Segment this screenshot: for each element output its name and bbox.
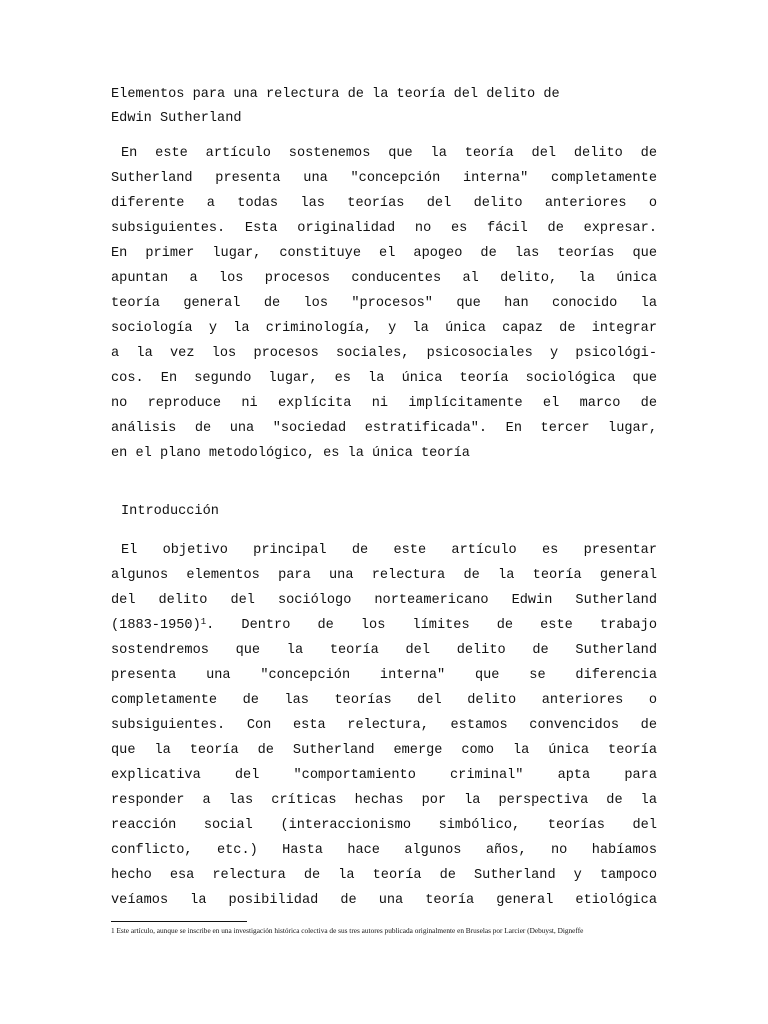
intro-line: algunos elementos para una relectura de la teoría general xyxy=(111,568,657,583)
intro-line: El objetivo principal de este artículo es presentar xyxy=(121,543,657,558)
intro-line: completamente de las teorías del delito anteriores o xyxy=(111,693,657,708)
intro-line: del delito del sociólogo norteamericano Edwin Sutherland xyxy=(111,593,657,608)
abstract-line: En este artículo sostenemos que la teoría del delito de xyxy=(121,146,657,161)
footnote-text: 1 Este artículo, aunque se inscribe en una investigación histórica colectiva de sus tres autores publicada originalmente en Bruselas por Larcier (Debuyst, Digneffe xyxy=(111,926,584,935)
title-line-1: Elementos para una relectura de la teoría del delito de xyxy=(111,87,560,102)
intro-line: reacción social (interaccionismo simbólico, teorías del xyxy=(111,818,657,833)
abstract-line: en el plano metodológico, es la única teoría xyxy=(111,446,470,461)
intro-line-end: . Dentro de los límites de este trabajo xyxy=(206,618,657,633)
intro-line: hecho esa relectura de la teoría de Sutherland y tampoco xyxy=(111,868,657,883)
intro-line: presenta una "concepción interna" que se diferencia xyxy=(111,668,657,683)
abstract-line: subsiguientes. Esta originalidad no es fácil de expresar. xyxy=(111,221,657,236)
abstract-line: cos. En segundo lugar, es la única teoría sociológica que xyxy=(111,371,657,386)
abstract-line: Sutherland presenta una "concepción interna" completamente xyxy=(111,171,657,186)
section-heading: Introducción xyxy=(121,504,219,519)
title-line-2: Edwin Sutherland xyxy=(111,111,242,126)
abstract-line: diferente a todas las teorías del delito anteriores o xyxy=(111,196,657,211)
intro-line: veíamos la posibilidad de una teoría general etiológica xyxy=(111,893,657,908)
intro-line: responder a las críticas hechas por la perspectiva de la xyxy=(111,793,657,808)
abstract-line: no reproduce ni explícita ni implícitamente el marco de xyxy=(111,396,657,411)
intro-line: subsiguientes. Con esta relectura, estamos convencidos de xyxy=(111,718,657,733)
intro-line: explicativa del "comportamiento criminal" apta para xyxy=(111,768,657,783)
intro-line-with-footnote xyxy=(111,618,657,634)
intro-line-start: (1883-1950) xyxy=(111,618,201,633)
abstract-line: sociología y la criminología, y la única capaz de integrar xyxy=(111,321,657,336)
abstract-line: análisis de una "sociedad estratificada". En tercer lugar, xyxy=(111,421,657,436)
footnote-separator xyxy=(111,921,247,922)
intro-line: que la teoría de Sutherland emerge como la única teoría xyxy=(111,743,657,758)
abstract-line: a la vez los procesos sociales, psicosociales y psicológi- xyxy=(111,346,657,361)
abstract-line: apuntan a los procesos conducentes al delito, la única xyxy=(111,271,657,286)
abstract-line: teoría general de los "procesos" que han conocido la xyxy=(111,296,657,311)
intro-line: sostendremos que la teoría del delito de Sutherland xyxy=(111,643,657,658)
footnote-marker[interactable]: 1 xyxy=(200,617,207,627)
intro-line: conflicto, etc.) Hasta hace algunos años, no habíamos xyxy=(111,843,657,858)
abstract-line: En primer lugar, constituye el apogeo de las teorías que xyxy=(111,246,657,261)
